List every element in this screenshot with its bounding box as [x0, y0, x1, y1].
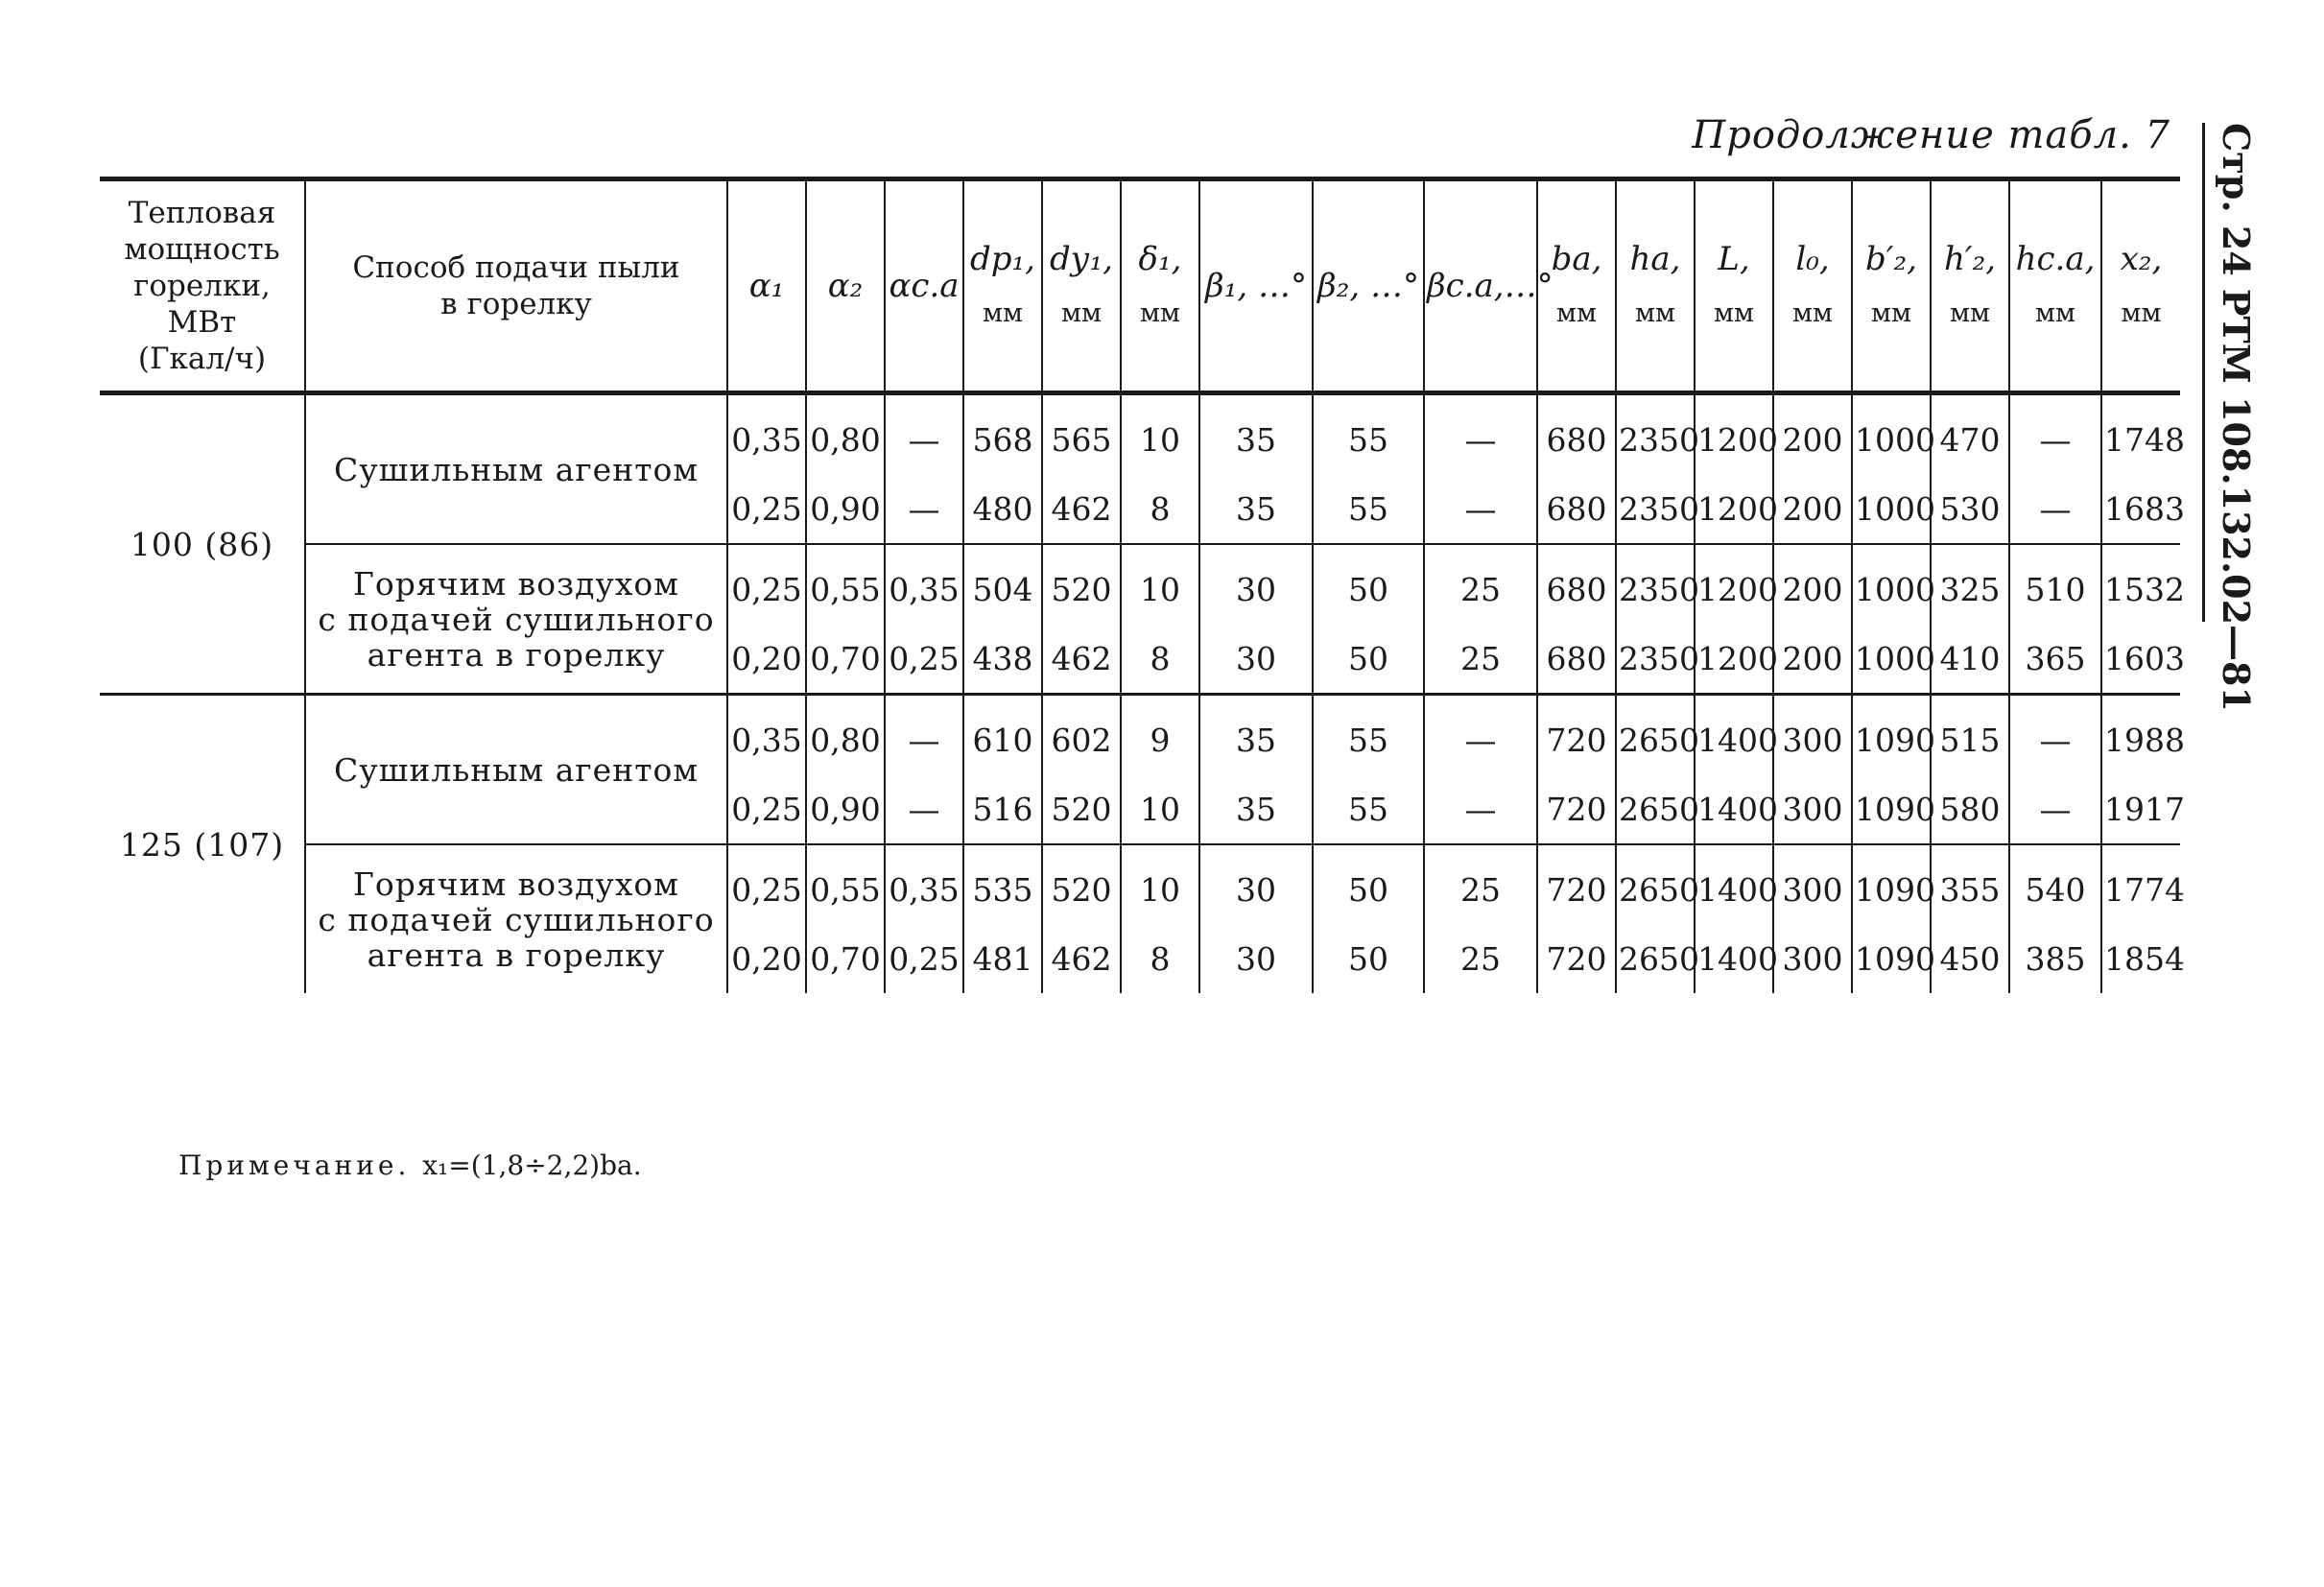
cell-value: 2650	[1616, 924, 1695, 993]
header-symbol: β₁, …°	[1205, 266, 1307, 305]
method-line: Горячим воздухом	[353, 564, 679, 603]
header-unit: мм	[1555, 297, 1597, 328]
cell-value: 1683	[2101, 474, 2180, 544]
method-line: Сушильным агентом	[334, 450, 699, 488]
header-col-15	[1931, 179, 2009, 393]
header-col-6	[1121, 179, 1199, 393]
cell-value: 55	[1313, 774, 1424, 844]
cell-value: 1090	[1852, 695, 1931, 775]
header-unit: мм	[1949, 297, 1990, 328]
method-line: с подачей сушильного	[318, 600, 715, 638]
cell-value: 410	[1931, 624, 2009, 695]
cell-value: 0,35	[727, 695, 806, 775]
cell-value: 540	[2009, 844, 2101, 924]
header-method-line: Способ подачи пыли	[352, 250, 680, 285]
header-col-3	[885, 179, 963, 393]
header-method-line: в горелку	[440, 287, 592, 321]
cell-value: 1400	[1695, 844, 1773, 924]
cell-value: 0,70	[806, 924, 885, 993]
table-header-row	[100, 179, 2180, 393]
cell-value: 325	[1931, 544, 2009, 624]
cell-value: 50	[1313, 544, 1424, 624]
header-col-9	[1424, 179, 1553, 393]
cell-power: 125 (107)	[100, 695, 305, 994]
cell-value: 10	[1121, 774, 1199, 844]
cell-value: 55	[1313, 695, 1424, 775]
cell-value: 0,55	[806, 844, 885, 924]
cell-value: 480	[963, 474, 1042, 544]
cell-value: 35	[1199, 695, 1313, 775]
header-unit: мм	[2121, 297, 2162, 328]
header-col-4	[963, 179, 1042, 393]
cell-value: —	[885, 695, 963, 775]
cell-value: 9	[1121, 695, 1199, 775]
cell-value: 300	[1773, 774, 1852, 844]
method-line: агента в горелку	[367, 635, 666, 674]
cell-value: 1200	[1695, 624, 1773, 695]
header-symbol: L,	[1718, 239, 1750, 278]
cell-value: —	[1424, 474, 1537, 544]
cell-value: 300	[1773, 695, 1852, 775]
cell-value: 0,25	[727, 544, 806, 624]
header-col-2	[806, 179, 885, 393]
cell-method	[305, 393, 727, 545]
header-symbol: β₂, …°	[1317, 266, 1419, 305]
cell-value: —	[1424, 774, 1537, 844]
header-unit: мм	[1791, 297, 1833, 328]
cell-value: 35	[1199, 774, 1313, 844]
header-power-line: горелки,	[133, 269, 271, 303]
cell-value: 8	[1121, 924, 1199, 993]
cell-value: —	[2009, 393, 2101, 475]
header-unit: мм	[1713, 297, 1754, 328]
table-body	[100, 393, 2185, 994]
cell-value: 2350	[1616, 544, 1695, 624]
cell-value: 0,90	[806, 774, 885, 844]
cell-value: 0,35	[727, 393, 806, 475]
cell-value: 720	[1537, 844, 1616, 924]
cell-value: —	[1424, 695, 1537, 775]
cell-value: 1200	[1695, 393, 1773, 475]
cell-value: 0,80	[806, 695, 885, 775]
cell-value: 355	[1931, 844, 2009, 924]
header-col-17	[2101, 179, 2180, 393]
cell-method	[305, 844, 727, 993]
header-col-14	[1852, 179, 1931, 393]
cell-value: 0,70	[806, 624, 885, 695]
cell-value: —	[885, 474, 963, 544]
cell-value: 300	[1773, 844, 1852, 924]
cell-value: 2350	[1616, 474, 1695, 544]
header-power-line: МВт	[167, 305, 237, 340]
cell-value: 1090	[1852, 924, 1931, 993]
cell-value: 385	[2009, 924, 2101, 993]
cell-value: 0,90	[806, 474, 885, 544]
header-col-7	[1199, 179, 1313, 393]
header-symbol: l₀,	[1795, 239, 1830, 278]
header-col-16	[2009, 179, 2101, 393]
cell-value: 1000	[1852, 474, 1931, 544]
header-symbol: βс.а,…°	[1427, 266, 1553, 305]
cell-value: 520	[1042, 844, 1121, 924]
cell-value: 55	[1313, 393, 1424, 475]
cell-value: 504	[963, 544, 1042, 624]
cell-value: 2650	[1616, 844, 1695, 924]
header-col-13	[1773, 179, 1852, 393]
cell-value: 25	[1424, 924, 1537, 993]
cell-value: 462	[1042, 474, 1121, 544]
note-formula: x₁=(1,8÷2,2)bа.	[422, 1149, 642, 1181]
header-col-11	[1616, 179, 1695, 393]
cell-value: 0,35	[885, 844, 963, 924]
cell-value: 35	[1199, 393, 1313, 475]
cell-value: 2650	[1616, 695, 1695, 775]
cell-value: 365	[2009, 624, 2101, 695]
burner-parameters-table	[100, 177, 2185, 993]
cell-value: 200	[1773, 474, 1852, 544]
cell-value: 0,25	[885, 924, 963, 993]
header-power-line: мощность	[124, 232, 280, 267]
cell-value: 35	[1199, 474, 1313, 544]
header-symbol: dу₁,	[1050, 239, 1113, 278]
cell-value: 0,25	[885, 624, 963, 695]
cell-value: 8	[1121, 624, 1199, 695]
cell-value: 2350	[1616, 393, 1695, 475]
cell-value: 1988	[2101, 695, 2180, 775]
header-power-line: Тепловая	[128, 196, 276, 230]
cell-value: 568	[963, 393, 1042, 475]
table-continuation-caption: Продолжение табл. 7	[1692, 113, 2170, 157]
cell-value: 580	[1931, 774, 2009, 844]
cell-value: 535	[963, 844, 1042, 924]
header-method	[305, 179, 727, 393]
cell-value: 1000	[1852, 624, 1931, 695]
header-col-5	[1042, 179, 1121, 393]
cell-value: 610	[963, 695, 1042, 775]
cell-value: 1400	[1695, 695, 1773, 775]
header-col-12	[1695, 179, 1773, 393]
cell-value: 520	[1042, 544, 1121, 624]
method-line: агента в горелку	[367, 936, 666, 974]
cell-value: 680	[1537, 474, 1616, 544]
cell-value: 30	[1199, 624, 1313, 695]
header-unit: мм	[2034, 297, 2075, 328]
header-symbol: b′₂,	[1865, 239, 1917, 278]
header-unit: мм	[1139, 297, 1180, 328]
cell-value: 481	[963, 924, 1042, 993]
cell-value: —	[885, 774, 963, 844]
cell-value: 515	[1931, 695, 2009, 775]
cell-value: 462	[1042, 924, 1121, 993]
table-note	[178, 1149, 642, 1181]
cell-value: 50	[1313, 624, 1424, 695]
cell-value: 680	[1537, 393, 1616, 475]
method-line: с подачей сушильного	[318, 900, 715, 938]
cell-value: 0,20	[727, 624, 806, 695]
cell-value: 438	[963, 624, 1042, 695]
cell-value: 720	[1537, 774, 1616, 844]
cell-value: 1200	[1695, 544, 1773, 624]
cell-value: 30	[1199, 924, 1313, 993]
cell-value: 10	[1121, 393, 1199, 475]
cell-value: 1000	[1852, 393, 1931, 475]
cell-value: 2350	[1616, 624, 1695, 695]
header-symbol: α₁	[748, 266, 785, 305]
method-line: Горячим воздухом	[353, 865, 679, 903]
cell-value: 25	[1424, 544, 1537, 624]
header-symbol: hа,	[1629, 239, 1681, 278]
cell-value: 1200	[1695, 474, 1773, 544]
cell-value: 10	[1121, 844, 1199, 924]
table-row	[100, 695, 2180, 775]
method-line: Сушильным агентом	[334, 750, 699, 789]
cell-value: 0,25	[727, 844, 806, 924]
cell-value: —	[2009, 474, 2101, 544]
header-symbol: αс.а	[889, 266, 960, 305]
cell-value: 1774	[2101, 844, 2180, 924]
cell-value: 0,25	[727, 474, 806, 544]
cell-value: 30	[1199, 544, 1313, 624]
table-row	[100, 544, 2180, 624]
cell-value: 200	[1773, 544, 1852, 624]
cell-value: 25	[1424, 844, 1537, 924]
cell-value: 1748	[2101, 393, 2180, 475]
cell-value: 450	[1931, 924, 2009, 993]
header-unit: мм	[1870, 297, 1911, 328]
cell-value: 1000	[1852, 544, 1931, 624]
cell-value: 602	[1042, 695, 1121, 775]
cell-value: 1854	[2101, 924, 2180, 993]
cell-value: 50	[1313, 844, 1424, 924]
cell-value: 520	[1042, 774, 1121, 844]
cell-value: —	[2009, 774, 2101, 844]
cell-value: 0,55	[806, 544, 885, 624]
header-symbol: h′₂,	[1943, 239, 1997, 278]
cell-value: 1400	[1695, 924, 1773, 993]
page-side-header: Стр. 24 РТМ 108.132.02—81	[2202, 123, 2263, 622]
cell-value: 1400	[1695, 774, 1773, 844]
cell-value: 470	[1931, 393, 2009, 475]
cell-method	[305, 695, 727, 845]
header-symbol: x₂,	[2120, 239, 2163, 278]
cell-value: 516	[963, 774, 1042, 844]
header-unit: мм	[1634, 297, 1675, 328]
cell-value: 0,20	[727, 924, 806, 993]
cell-value: 720	[1537, 924, 1616, 993]
cell-method	[305, 544, 727, 695]
cell-value: 680	[1537, 544, 1616, 624]
cell-value: —	[2009, 695, 2101, 775]
header-unit: мм	[982, 297, 1023, 328]
header-power	[100, 179, 305, 393]
cell-value: 30	[1199, 844, 1313, 924]
cell-value: 0,35	[885, 544, 963, 624]
cell-value: 565	[1042, 393, 1121, 475]
cell-value: 300	[1773, 924, 1852, 993]
cell-power: 100 (86)	[130, 525, 274, 563]
cell-value: 55	[1313, 474, 1424, 544]
cell-value: 680	[1537, 624, 1616, 695]
cell-value: 2650	[1616, 774, 1695, 844]
header-symbol: bа,	[1551, 239, 1602, 278]
cell-value: 25	[1424, 624, 1537, 695]
table-row	[100, 393, 2180, 475]
cell-value: 0,80	[806, 393, 885, 475]
cell-value: 510	[2009, 544, 2101, 624]
cell-value: —	[1424, 393, 1537, 475]
table-row	[100, 844, 2180, 924]
cell-value: —	[885, 393, 963, 475]
header-col-1	[727, 179, 806, 393]
header-power-line: (Гкал/ч)	[137, 342, 267, 376]
note-label: Примечание.	[178, 1149, 411, 1181]
cell-value: 1090	[1852, 844, 1931, 924]
cell-value: 462	[1042, 624, 1121, 695]
cell-value: 1917	[2101, 774, 2180, 844]
cell-value: 1603	[2101, 624, 2180, 695]
cell-value: 200	[1773, 393, 1852, 475]
header-symbol: α₂	[827, 266, 864, 305]
cell-value: 200	[1773, 624, 1852, 695]
cell-value: 8	[1121, 474, 1199, 544]
header-symbol: δ₁,	[1138, 239, 1182, 278]
cell-value: 10	[1121, 544, 1199, 624]
cell-value: 1090	[1852, 774, 1931, 844]
cell-value: 50	[1313, 924, 1424, 993]
cell-value: 0,25	[727, 774, 806, 844]
header-unit: мм	[1060, 297, 1102, 328]
cell-value: 530	[1931, 474, 2009, 544]
header-symbol: dр₁,	[970, 239, 1035, 278]
cell-value: 720	[1537, 695, 1616, 775]
cell-value: 1532	[2101, 544, 2180, 624]
header-col-8	[1313, 179, 1424, 393]
header-symbol: hс.а,	[2015, 239, 2096, 278]
